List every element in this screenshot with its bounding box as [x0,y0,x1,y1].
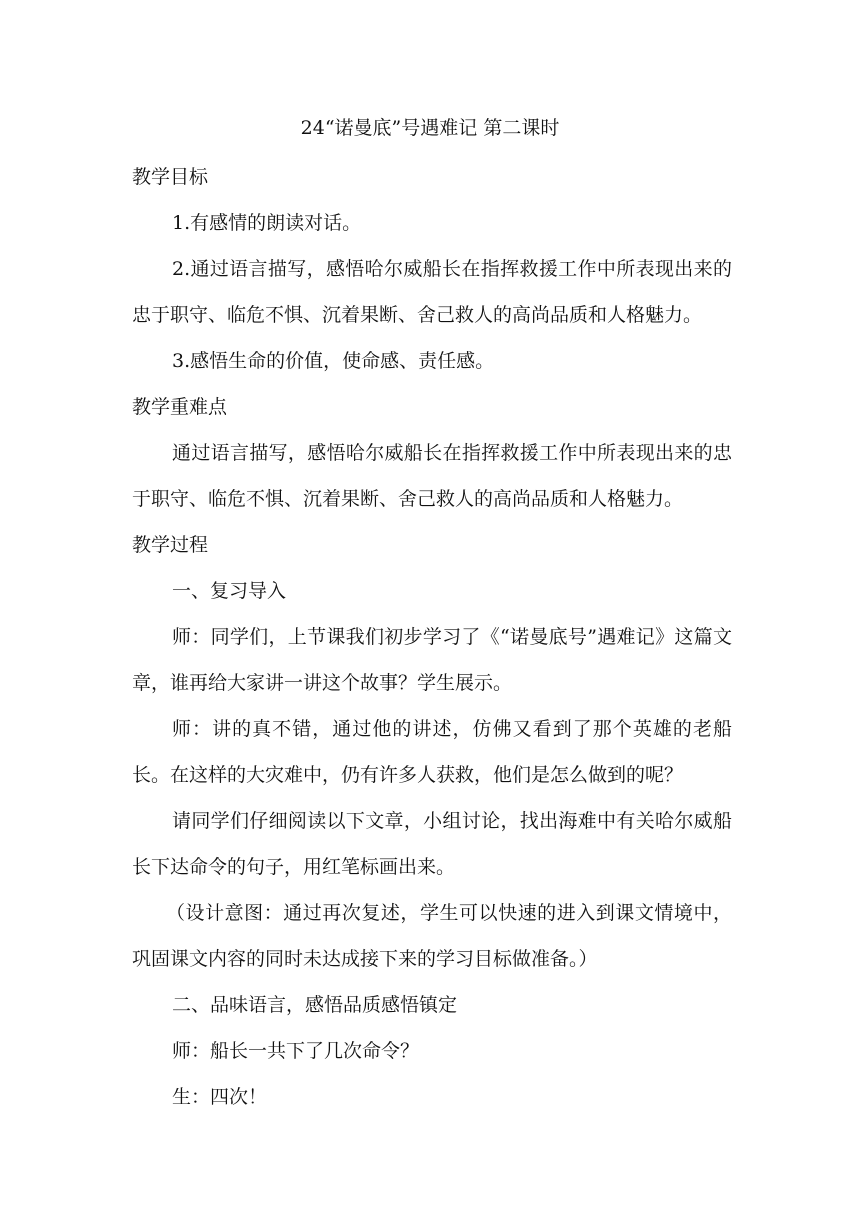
student-line-1: 生：四次！ [172,1086,268,1108]
key-points-text: 通过语言描写，感悟哈尔威船长在指挥救援工作中所表现出来的忠于职守、临危不惧、沉着果断、舍己救人的高尚品质和人格魅力。 [132,442,732,510]
document-body [132,154,732,1120]
teacher-line-1: 师：同学们，上节课我们初步学习了《“诺曼底号”遇难记》这篇文章，谁再给大家讲一讲这个故事？学生展示。 [132,626,732,694]
step-1-heading: 一、复习导入 [172,580,287,602]
objective-3: 3.感悟生命的价值，使命感、责任感。 [172,350,495,372]
objectives-heading: 教学目标 [132,166,209,188]
objective-2: 2.通过语言描写，感悟哈尔威船长在指挥救援工作中所表现出来的忠于职守、临危不惧、沉着果断、舍己救人的高尚品质和人格魅力。 [132,258,732,326]
objective-1: 1.有感情的朗读对话。 [172,212,362,234]
process-heading: 教学过程 [132,534,209,556]
document-title: 24“诺曼底”号遇难记 第二课时 [300,117,560,139]
instruction-paragraph: 请同学们仔细阅读以下文章，小组讨论，找出海难中有关哈尔威船长下达命令的句子，用红笔标画出来。 [132,810,732,878]
teacher-line-3: 师：船长一共下了几次命令？ [172,1040,420,1062]
key-points-heading: 教学重难点 [132,396,228,418]
teacher-line-2: 师：讲的真不错，通过他的讲述，仿佛又看到了那个英雄的老船长。在这样的大灾难中，仍有许多人获救，他们是怎么做到的呢？ [132,718,732,786]
step-2-heading: 二、品味语言，感悟品质感悟镇定 [172,994,458,1016]
design-note: （设计意图：通过再次复述，学生可以快速的进入到课文情境中，巩固课文内容的同时未达成接下来的学习目标做准备。） [132,902,732,970]
